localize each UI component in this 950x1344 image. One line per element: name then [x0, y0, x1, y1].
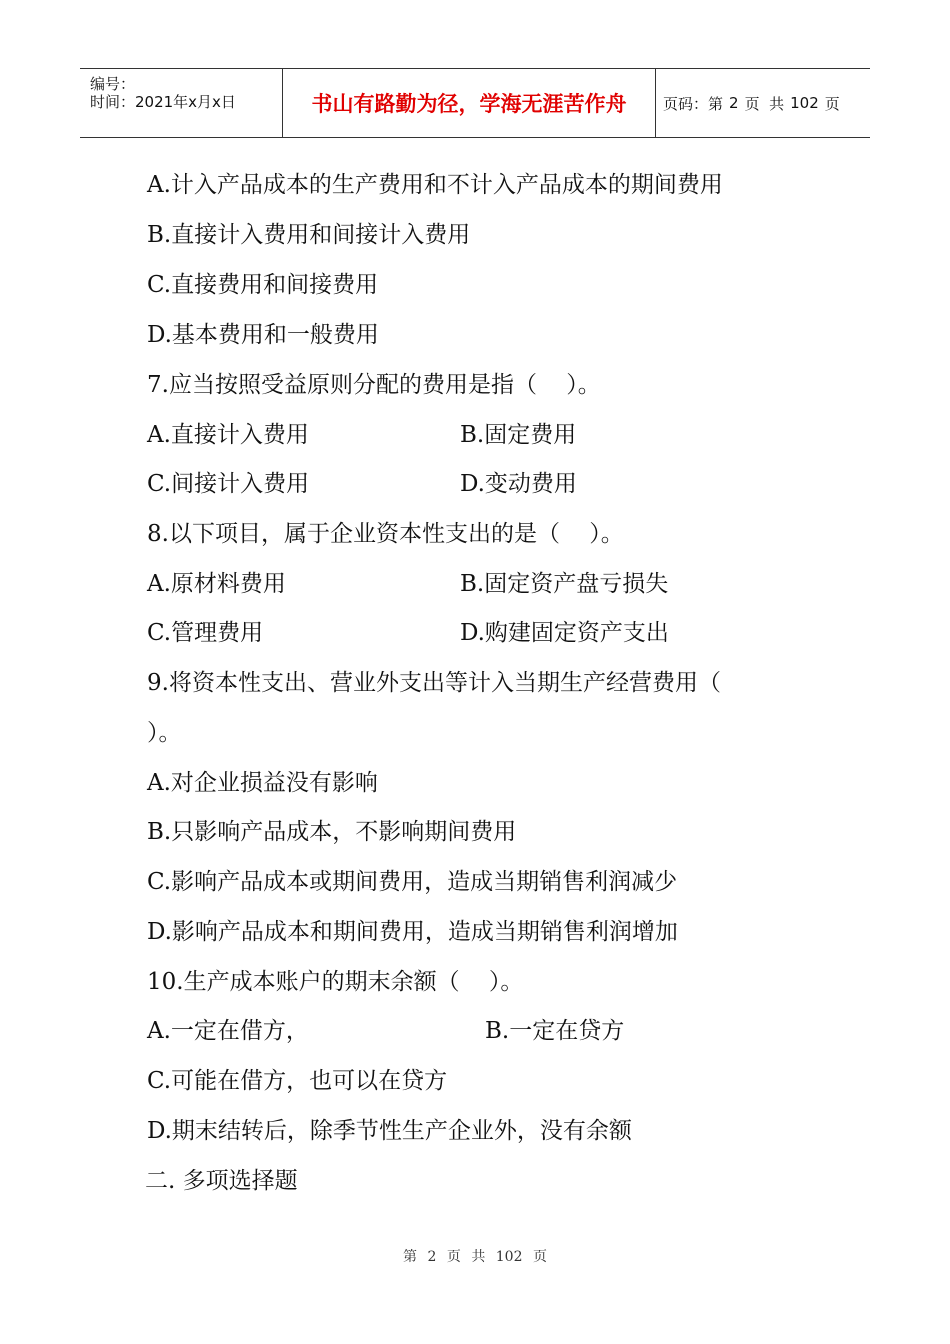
q7-option-d: D.变动费用	[460, 471, 577, 497]
option-a: A.计入产品成本的生产费用和不计入产品成本的期间费用	[147, 172, 723, 198]
doc-date: 时间：2021年x月x日	[90, 93, 236, 111]
page-prefix: 页码：第	[663, 94, 724, 113]
q10-option-c: C.可能在借方，也可以在贷方	[147, 1068, 448, 1094]
q10-option-a: A.一定在借方，	[147, 1018, 309, 1044]
page-footer	[0, 1246, 950, 1266]
q9-option-b: B.只影响产品成本，不影响期间费用	[147, 819, 517, 845]
q9-option-a: A.对企业损益没有影响	[147, 770, 378, 796]
q8-option-d: D.购建固定资产支出	[460, 620, 669, 646]
footer-di: 第	[403, 1249, 418, 1265]
page-mid: 页 共	[744, 94, 785, 113]
question-7: 7.应当按照受益原则分配的费用是指（ ）。	[147, 372, 601, 398]
header-meta	[80, 69, 282, 137]
footer-page: 2	[427, 1249, 437, 1265]
q9-option-d: D.影响产品成本和期间费用，造成当期销售利润增加	[147, 919, 678, 945]
q9-option-c: C.影响产品成本或期间费用，造成当期销售利润减少	[147, 869, 678, 895]
section-heading: 二. 多项选择题	[145, 1168, 298, 1194]
question-9: 9.将资本性支出、营业外支出等计入当期生产经营费用（	[147, 670, 721, 696]
q7-option-c: C.间接计入费用	[147, 471, 310, 497]
question-10: 10.生产成本账户的期末余额（ ）。	[147, 969, 524, 995]
option-d: D.基本费用和一般费用	[147, 322, 379, 348]
page-suffix: 页	[824, 94, 840, 113]
footer-total: 102	[495, 1249, 523, 1265]
option-c: C.直接费用和间接费用	[147, 272, 379, 298]
q8-option-c: C.管理费用	[147, 620, 264, 646]
doc-number-label: 编号：	[90, 75, 136, 93]
q7-option-a: A.直接计入费用	[147, 422, 309, 448]
question-8: 8.以下项目，属于企业资本性支出的是（ ）。	[147, 521, 624, 547]
header-page-info	[655, 69, 878, 137]
q10-option-d: D.期末结转后，除季节性生产企业外，没有余额	[147, 1118, 632, 1144]
page-header	[80, 68, 870, 138]
page-total: 102	[790, 94, 819, 112]
page-current: 2	[729, 94, 739, 112]
q7-option-b: B.固定费用	[460, 422, 577, 448]
question-9-cont: ）。	[147, 720, 182, 746]
header-motto: 书山有路勤为径，学海无涯苦作舟	[282, 69, 656, 137]
footer-ye2: 页	[532, 1249, 547, 1265]
q8-option-b: B.固定资产盘亏损失	[460, 571, 669, 597]
footer-gong: 共	[471, 1249, 486, 1265]
footer-ye1: 页	[446, 1249, 461, 1265]
q8-option-a: A.原材料费用	[147, 571, 286, 597]
q10-option-b: B.一定在贷方	[485, 1018, 625, 1044]
option-b: B.直接计入费用和间接计入费用	[147, 222, 471, 248]
